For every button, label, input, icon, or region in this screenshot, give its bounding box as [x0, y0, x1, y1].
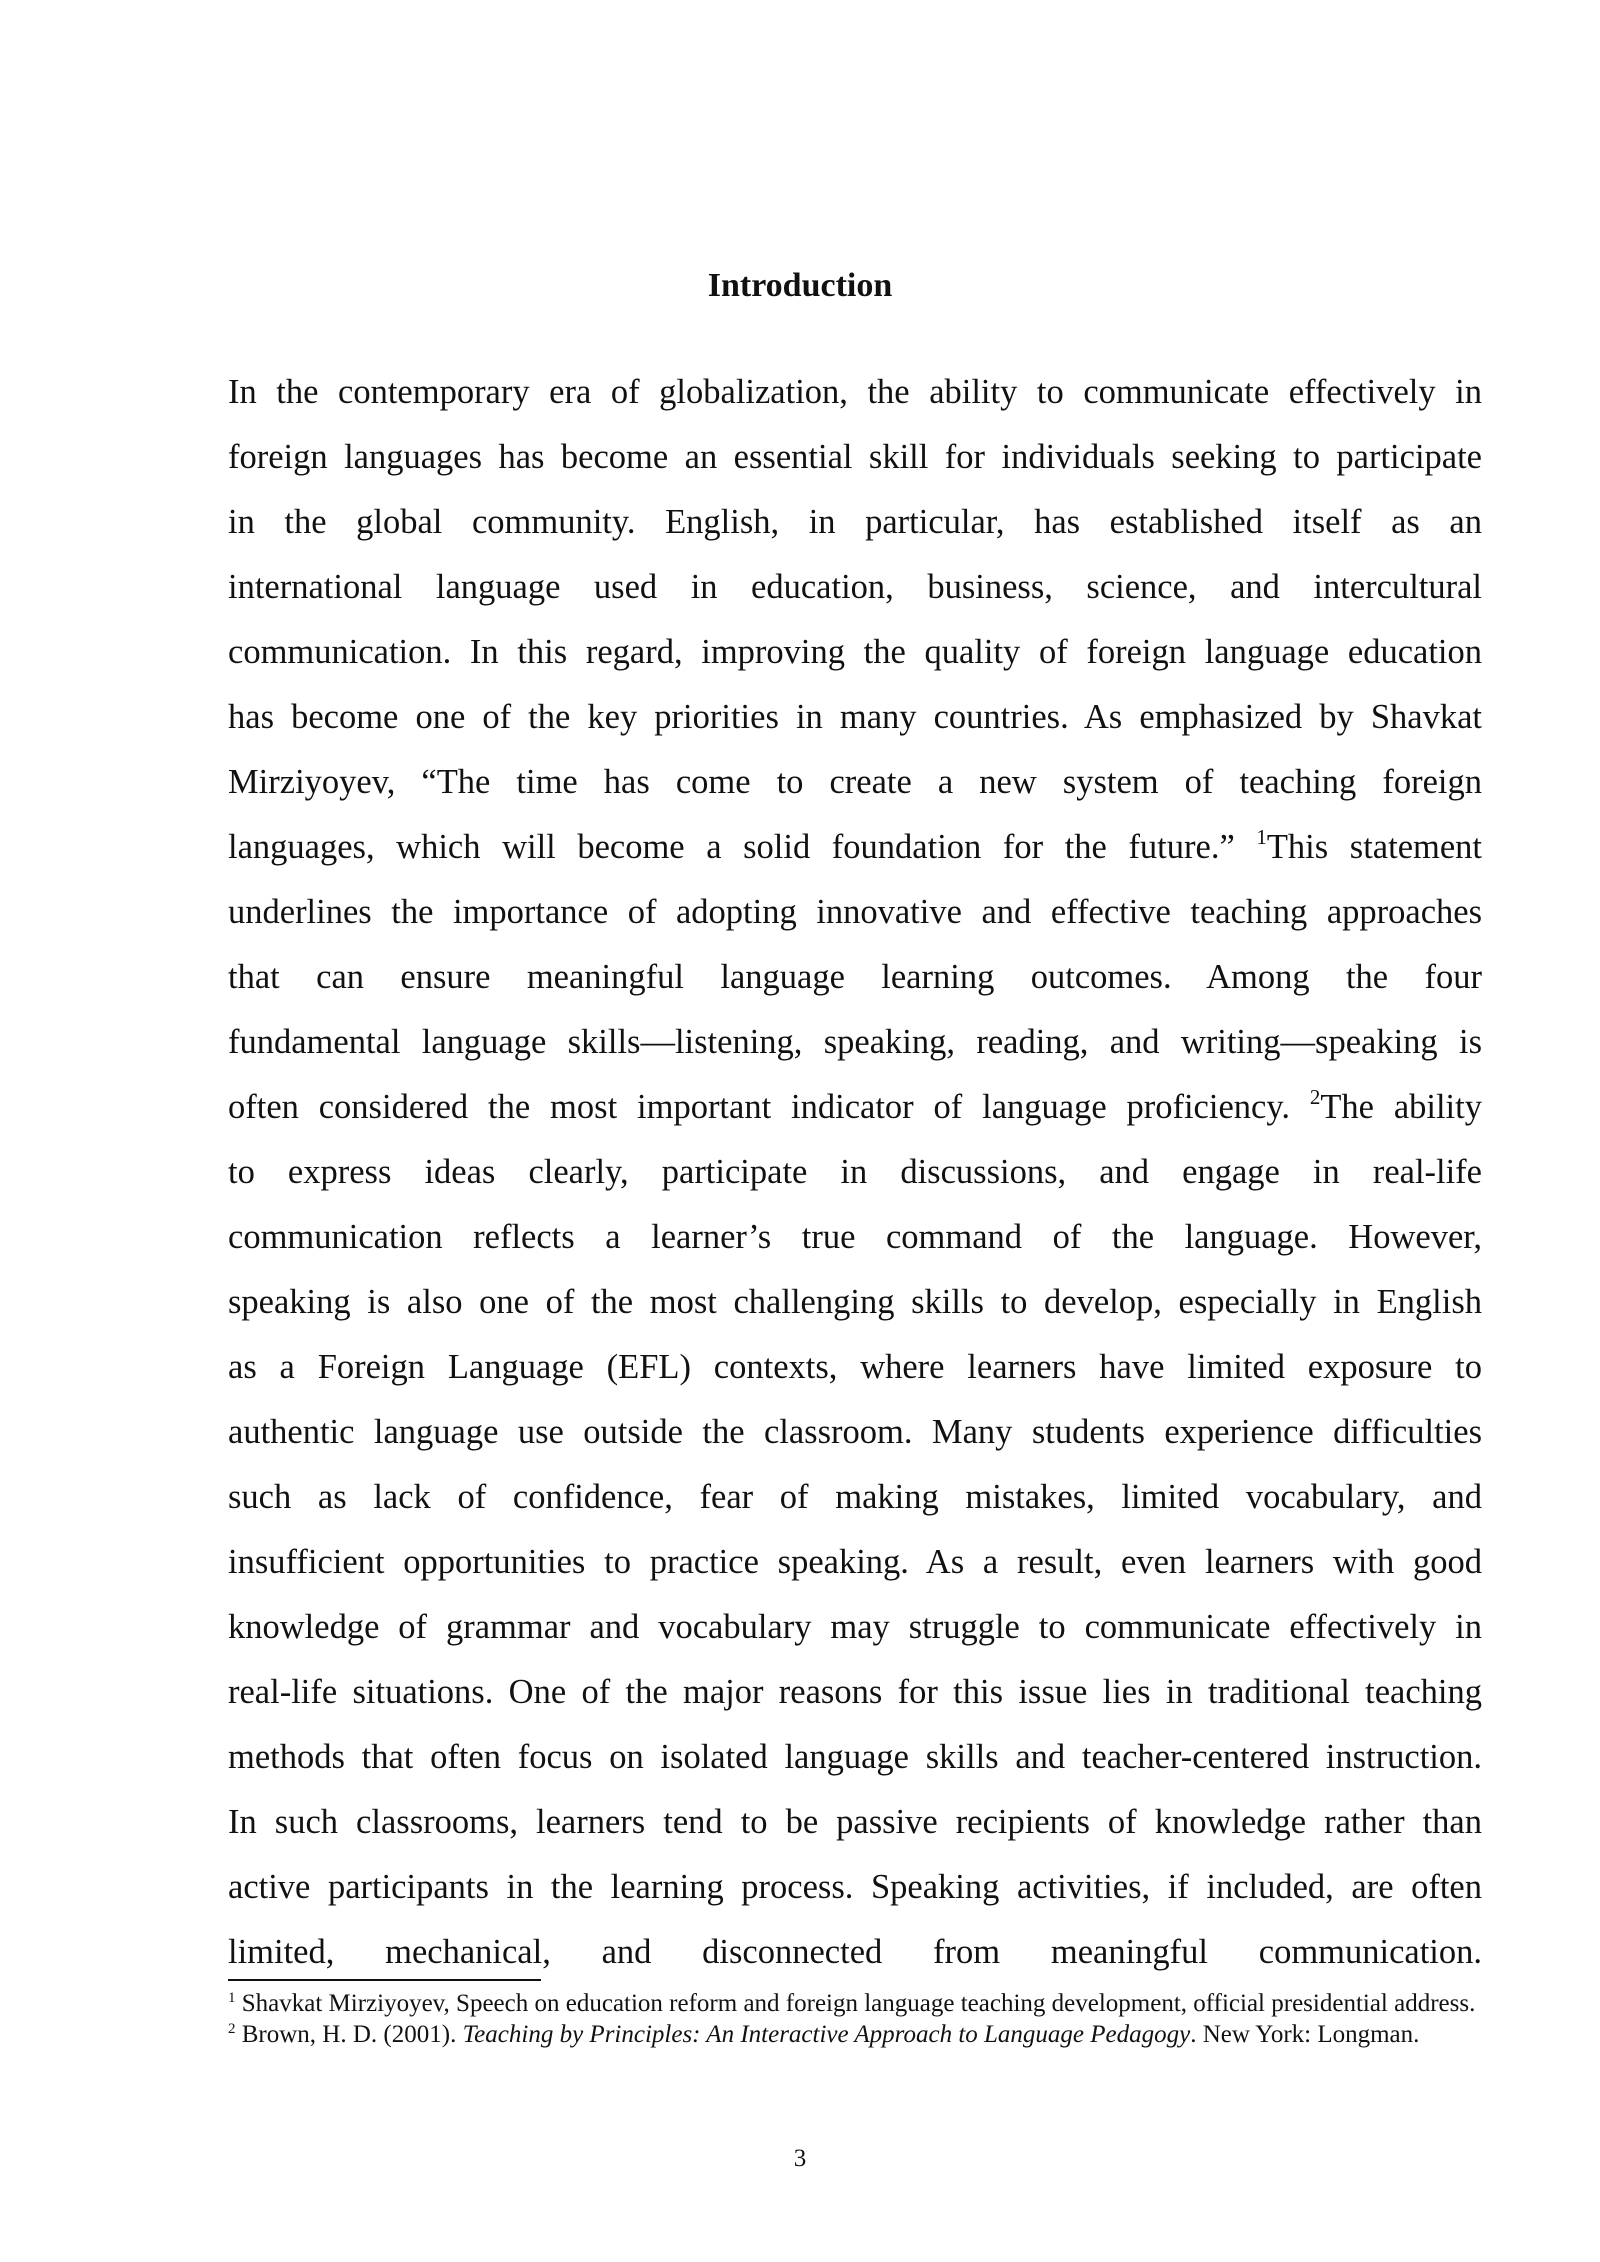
body-line: knowledge of grammar and vocabulary may struggle to communicate effectively in: [228, 1608, 1482, 1646]
body-line: insufficient opportunities to practice speaking. As a result, even learners with good: [228, 1543, 1482, 1581]
body-line: to express ideas clearly, participate in discussions, and engage in real-life: [228, 1153, 1482, 1191]
body-line: real-life situations. One of the major reasons for this issue lies in traditional teaching: [228, 1673, 1482, 1711]
body-line: limited, mechanical, and disconnected from meaningful communication.: [228, 1933, 1482, 1971]
body-line: such as lack of confidence, fear of making mistakes, limited vocabulary, and: [228, 1478, 1482, 1516]
footnote-text: Brown, H. D. (2001).: [241, 2021, 463, 2048]
body-line: communication reflects a learner’s true command of the language. However,: [228, 1218, 1482, 1256]
footnote-reference-2[interactable]: 2: [1309, 1085, 1321, 1109]
footnote-text: . New York: Longman.: [1190, 2021, 1420, 2048]
body-line: as a Foreign Language (EFL) contexts, where learners have limited exposure to: [228, 1348, 1482, 1386]
body-line: In such classrooms, learners tend to be passive recipients of knowledge rather than: [228, 1803, 1482, 1841]
footnote-2: [228, 2019, 1482, 2050]
body-line-with-footnote-ref: [228, 815, 1482, 880]
footnote-marker: 2: [228, 2021, 236, 2037]
body-line-with-footnote-ref: [228, 1075, 1482, 1140]
body-line: underlines the importance of adopting innovative and effective teaching approaches: [228, 893, 1482, 931]
page-number: 3: [793, 2145, 807, 2172]
footnote-book-title: Teaching by Principles: An Interactive Approach to Language Pedagogy: [462, 2021, 1191, 2048]
body-line: foreign languages has become an essential skill for individuals seeking to participate: [228, 438, 1482, 476]
body-line: communication. In this regard, improving the quality of foreign language education: [228, 633, 1482, 671]
body-paragraph: [228, 360, 1482, 1985]
body-line-part: often considered the most important indicator of language proficiency.: [228, 1088, 1310, 1126]
body-line: methods that often focus on isolated language skills and teacher-centered instruction.: [228, 1738, 1482, 1776]
footnote-marker: 1: [228, 1990, 236, 2006]
body-line-part: This statement: [1266, 828, 1482, 866]
footnote-text: Shavkat Mirziyoyev, Speech on education reform and foreign language teaching development, official presidential address.: [241, 1990, 1476, 2017]
footnotes: [228, 1988, 1482, 2050]
body-line: In the contemporary era of globalization, the ability to communicate effectively in: [228, 373, 1482, 411]
body-line: in the global community. English, in particular, has established itself as an: [228, 503, 1482, 541]
body-line: fundamental language skills—listening, speaking, reading, and writing—speaking is: [228, 1023, 1482, 1061]
footnote-separator: [228, 1979, 541, 1981]
body-line: active participants in the learning process. Speaking activities, if included, are often: [228, 1868, 1482, 1906]
footnote-reference-1[interactable]: 1: [1256, 825, 1267, 849]
body-line-part: languages, which will become a solid foundation for the future.”: [228, 828, 1257, 866]
body-line: international language used in education, business, science, and intercultural: [228, 568, 1482, 606]
section-heading: Introduction: [707, 267, 893, 304]
body-line: speaking is also one of the most challenging skills to develop, especially in English: [228, 1283, 1482, 1321]
body-line: authentic language use outside the classroom. Many students experience difficulties: [228, 1413, 1482, 1451]
body-line-part: The ability: [1320, 1088, 1482, 1126]
footnote-1: [228, 1988, 1482, 2019]
body-line: has become one of the key priorities in many countries. As emphasized by Shavkat: [228, 698, 1482, 736]
body-line: Mirziyoyev, “The time has come to create a new system of teaching foreign: [228, 763, 1482, 801]
body-line: that can ensure meaningful language learning outcomes. Among the four: [228, 958, 1482, 996]
